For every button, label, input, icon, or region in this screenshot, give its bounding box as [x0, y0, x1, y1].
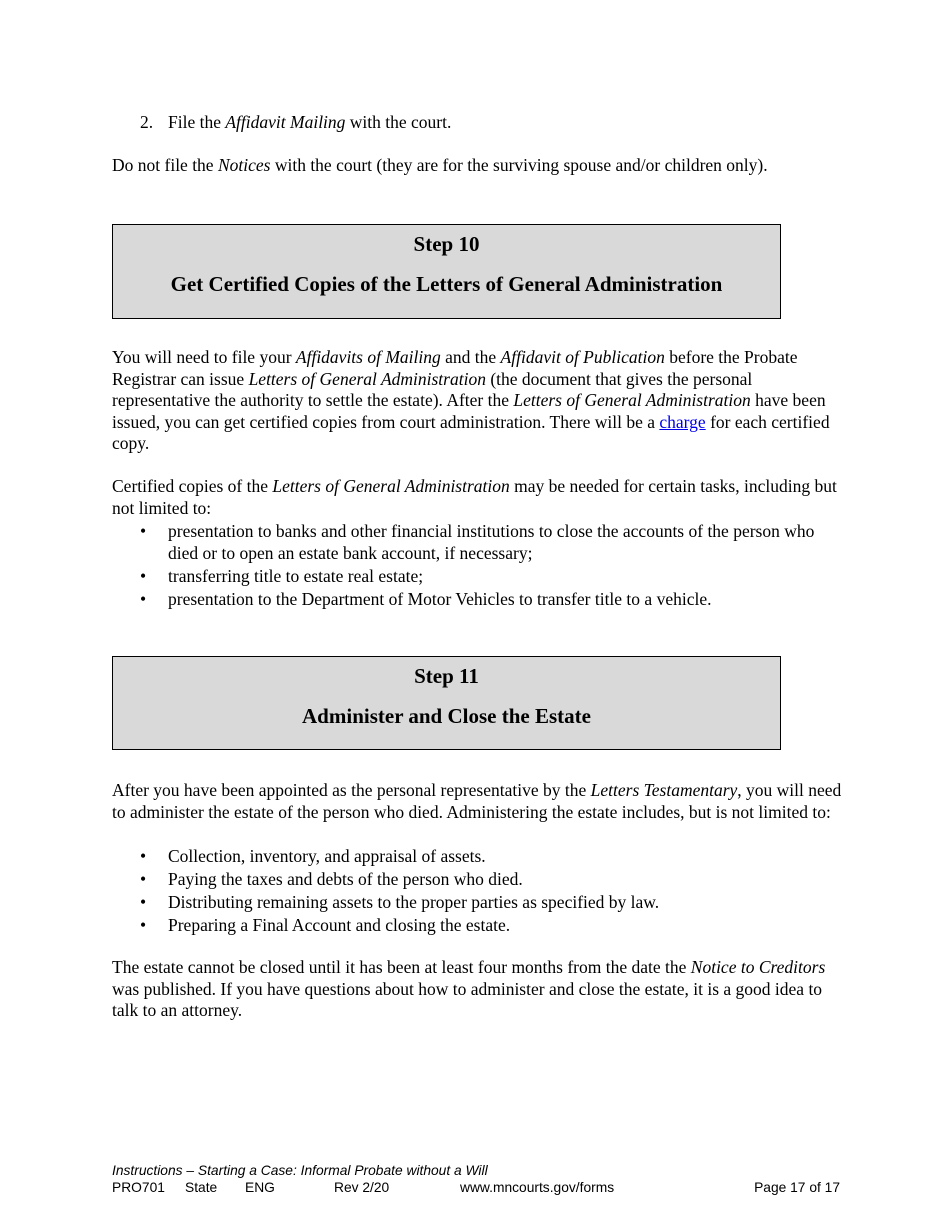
certified-tasks-list [112, 521, 842, 612]
list-item: • Collection, inventory, and appraisal of assets. [140, 846, 486, 866]
bullet-icon: • [140, 521, 147, 541]
step-11-number: Step 11 [414, 664, 479, 688]
bullet-icon: • [140, 846, 147, 866]
bullet-icon: • [140, 915, 147, 936]
bullet-icon: • [140, 892, 147, 913]
footer-revision: Rev 2/20 [334, 1180, 390, 1195]
step-10-box [112, 224, 781, 319]
item-number: 2. [140, 112, 154, 132]
letters-paragraph: You will need to file your Affidavits of Mailing and the Affidavit of Publication before the Probate Registrar can issue Letters of General Administration (the document that gives the personal representative the authority to settle the estate). After the Letters of General Administration have been issued, you can get certified copies from court administration. There will be a charge for each certified copy. [112, 347, 830, 454]
list-item: • Paying the taxes and debts of the person who died. [140, 869, 523, 890]
footer-page-number: Page 17 of 17 [754, 1180, 840, 1195]
certified-copies-paragraph: Certified copies of the Letters of General Administration may be needed for certain tasks, including but not limited to: [112, 476, 837, 518]
list-item: • Preparing a Final Account and closing the estate. [140, 915, 511, 936]
charge-link[interactable]: charge [659, 411, 706, 432]
footer-form-id: PRO701 [112, 1180, 165, 1195]
administer-tasks-list [112, 846, 842, 938]
list-item: • transferring title to estate real estate; [140, 565, 424, 586]
numbered-item-2: 2. File the Affidavit Mailing with the court. [140, 112, 452, 132]
footer-title: Instructions – Starting a Case: Informal Probate without a Will [112, 1163, 488, 1178]
list-item: • presentation to banks and other financial institutions to close the accounts of the person who died or to open an estate bank account, if necessary; [140, 521, 815, 563]
step-11-box [112, 656, 781, 750]
list-item: • presentation to the Department of Motor Vehicles to transfer title to a vehicle. [140, 588, 712, 609]
page-footer [112, 1162, 840, 1196]
administer-paragraph: After you have been appointed as the personal representative by the Letters Testamentary, you will need to administer the estate of the person who died. Administering the estate includes, but is not limited to: [112, 780, 842, 822]
bullet-icon: • [140, 565, 147, 586]
bullet-icon: • [140, 588, 147, 609]
close-estate-paragraph: The estate cannot be closed until it has been at least four months from the date the Notice to Creditors was published. If you have questions about how to administer and close the estate, it is a good idea to talk to an attorney. [112, 957, 826, 1021]
step-11-title: Administer and Close the Estate [302, 704, 591, 728]
footer-url: www.mncourts.gov/forms [460, 1180, 615, 1195]
list-item: • Distributing remaining assets to the proper parties as specified by law. [140, 892, 660, 913]
footer-row [112, 1179, 840, 1196]
bullet-icon: • [140, 869, 147, 890]
step-10-number: Step 10 [413, 232, 480, 256]
notices-paragraph: Do not file the Notices with the court (they are for the surviving spouse and/or children only). [112, 155, 768, 175]
step-10-title: Get Certified Copies of the Letters of General Administration [170, 272, 723, 296]
footer-state: State [185, 1180, 218, 1195]
footer-language: ENG [245, 1180, 275, 1195]
